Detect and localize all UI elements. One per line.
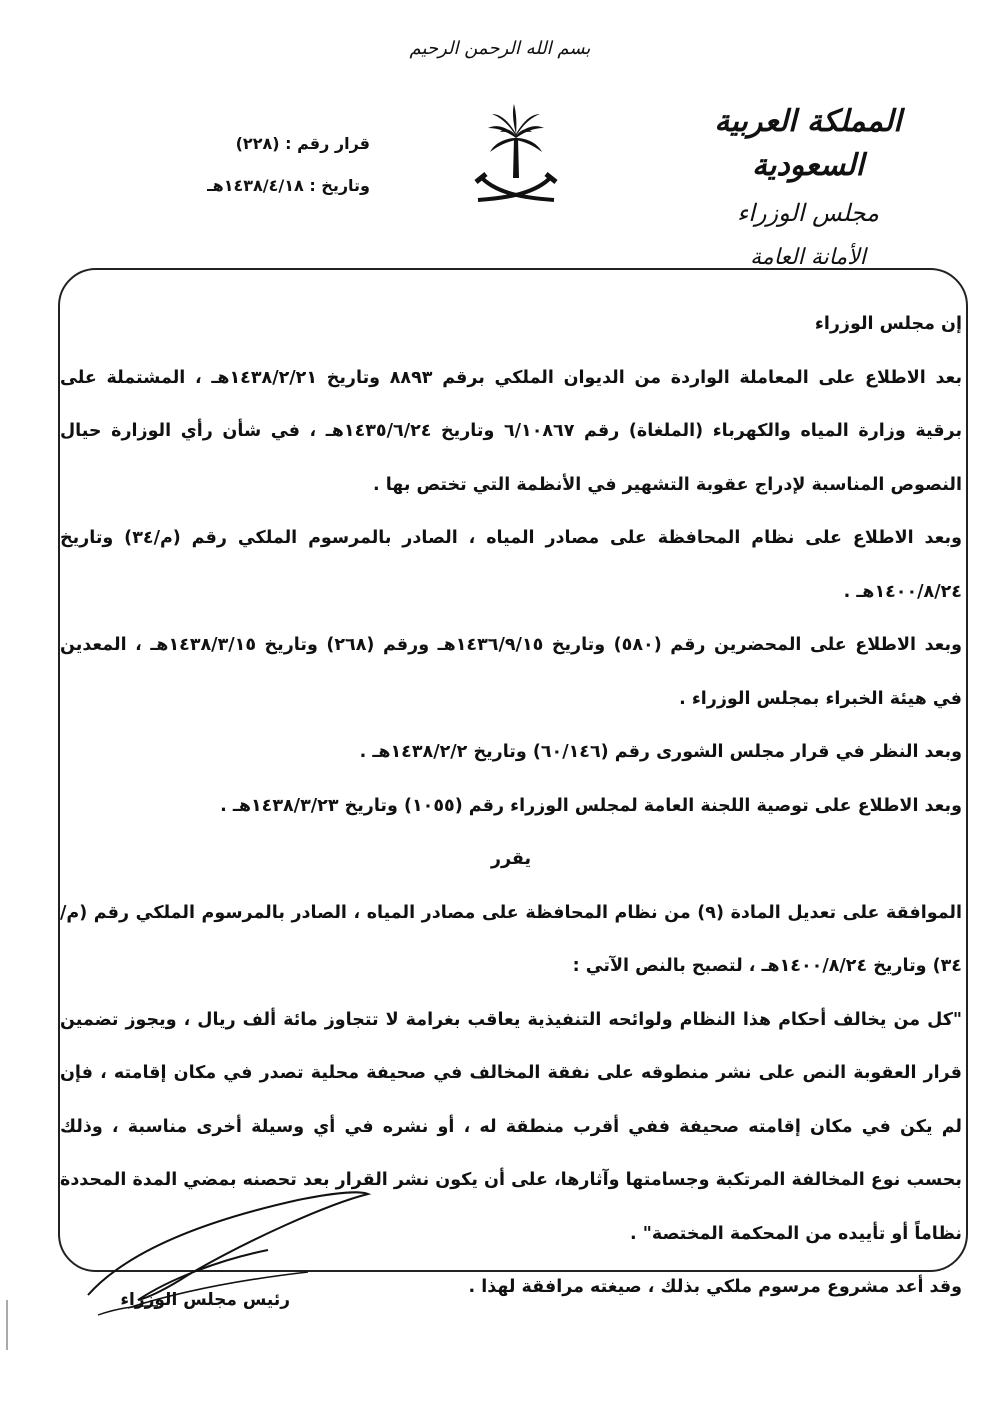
paragraph-5: وبعد الاطلاع على توصية اللجنة العامة لمجلس الوزراء رقم (١٠٥٥) وتاريخ ١٤٣٨/٣/٢٣هـ . [220,795,962,816]
paragraph-3: وبعد الاطلاع على المحضرين رقم (٥٨٠) وتاريخ ١٤٣٦/٩/١٥هـ ورقم (٢٦٨) وتاريخ ١٤٣٨/٣/١٥هـ ، المعدين في هيئة الخبراء بمجلس الوزراء . [60,635,963,709]
decision-number: قرار رقم : (٢٢٨) [235,134,370,153]
paragraph-4: وبعد النظر في قرار مجلس الشورى رقم (٦٠/١٤٦) وتاريخ ١٤٣٨/٢/٢هـ . [359,742,962,762]
saudi-emblem-icon [466,98,566,208]
decision-date: وتاريخ : ١٤٣٨/٤/١٨هـ [207,176,370,195]
signatory-title: رئيس مجلس الوزراء [120,1290,290,1310]
paragraph-1: بعد الاطلاع على المعاملة الواردة من الديوان الملكي برقم ٨٨٩٣ وتاريخ ١٤٣٨/٢/٢١هـ ، المشتملة على برقية وزارة المياه والكهرباء (الملغاة) رقم ٦/١٠٨٦٧ وتاريخ ١٤٣٥/٦/٢٤هـ ، في شأن رأي الوزارة حيال النصوص المناسبة لإدراج عقوبة التشهير في الأنظمة التي تختص بها . [60,367,963,495]
paragraph-2: وبعد الاطلاع على نظام المحافظة على مصادر المياه ، الصادر بالمرسوم الملكي رقم (م/٣٤) وتاريخ ١٤٠٠/٨/٢٤هـ . [60,528,962,602]
letterhead [658,100,958,278]
margin-mark [6,1300,8,1350]
council-title: مجلس الوزراء [736,199,880,227]
kingdom-title: المملكة العربية السعودية [714,104,902,183]
basmala: بسم الله الرحمن الرحيم [409,38,591,59]
decision-reference [140,130,370,214]
decision-body [60,298,962,1315]
paragraph-6: الموافقة على تعديل المادة (٩) من نظام المحافظة على مصادر المياه ، الصادر بالمرسوم الملكي رقم (م/٣٤) وتاريخ ١٤٠٠/٨/٢٤هـ ، لتصبح بالنص الآتي : [60,902,962,976]
paragraph-8: وقد أعد مشروع مرسوم ملكي بذلك ، صيغته مرافقة لهذا . [468,1277,962,1297]
opening-line: إن مجلس الوزراء [814,314,962,334]
secretariat-title: الأمانة العامة [750,245,866,270]
paragraph-7: "كل من يخالف أحكام هذا النظام ولوائحه التنفيذية يعاقب بغرامة لا تتجاوز مائة ألف ريال ، ويجوز تضمين قرار العقوبة النص على نشر منطوقه على نفقة المخالف في صحيفة محلية تصدر في مكان إقامته ، فإن لم يكن في مكان إقامته صحيفة ففي أقرب منطقة له ، أو نشره في أي وسيلة أخرى مناسبة ، وذلك بحسب نوع المخالفة المرتكبة وجسامتها وآثارها، على أن يكون نشر القرار بعد تحصنه بمضي المدة المحددة نظاماً أو تأييده من المحكمة المختصة" . [60,1009,962,1244]
decides-heading: يقرر [490,849,532,869]
